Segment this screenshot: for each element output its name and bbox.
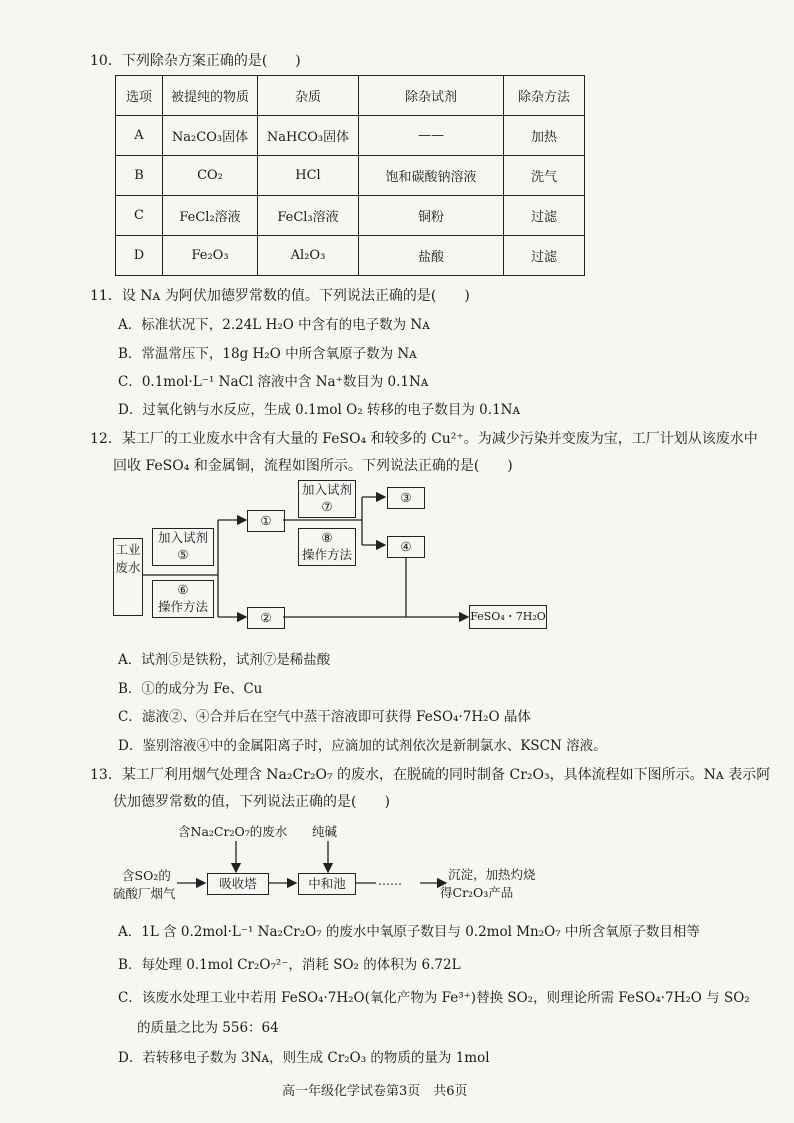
table-cell: NaHCO₃固体 [258,116,359,156]
table-header: 选项 [116,76,163,116]
q12-option-b: B．①的成分为 Fe、Cu [118,681,263,697]
reagent-7-label: 加入试剂 [301,482,352,497]
q12-option-a: A．试剂⑤是铁粉，试剂⑦是稀盐酸 [118,652,331,668]
table-cell: C [116,196,163,236]
table-cell: CO₂ [163,156,258,196]
reagent-5-number: ⑤ [177,547,189,562]
neutralization-pool-box: 中和池 [298,873,356,895]
node-4: ④ [387,536,425,558]
operation-6-label: 操作方法 [157,599,208,614]
question-12-stem-line1: 12．某工厂的工业废水中含有大量的 FeSO₄ 和较多的 Cu²⁺。为减少污染并变废为宝，工厂计划从该废水中 [90,431,758,447]
table-cell: 铜粉 [359,196,504,236]
table-cell: Fe₂O₃ [163,236,258,276]
q13-option-b: B．每处理 0.1mol Cr₂O₇²⁻，消耗 SO₂ 的体积为 6.72L [118,957,461,973]
table-cell: D [116,236,163,276]
node-1: ① [247,510,285,532]
table-header: 杂质 [258,76,359,116]
table-cell: FeCl₂溶液 [163,196,258,236]
input-flue-gas-line2: 硫酸厂烟气 [113,886,176,901]
table-header: 除杂方法 [504,76,585,116]
q11-option-c: C．0.1mol·L⁻¹ NaCl 溶液中含 Na⁺数目为 0.1Nᴀ [118,374,429,390]
question-13-stem-line1: 13．某工厂利用烟气处理含 Na₂Cr₂O₇ 的废水，在脱硫的同时制备 Cr₂O₃，具体流程如下图所示。Nᴀ 表示阿 [90,767,771,783]
table-header: 被提纯的物质 [163,76,258,116]
table-cell: 盐酸 [359,236,504,276]
operation-8-label: 操作方法 [301,547,352,562]
question-12-stem-line2: 回收 FeSO₄ 和金属铜，流程如图所示。下列说法正确的是( ) [113,458,513,474]
question-10-stem: 10．下列除杂方案正确的是( ) [90,53,301,69]
question-11-stem: 11．设 Nᴀ 为阿伏加德罗常数的值。下列说法正确的是( ) [90,288,470,304]
q13-option-a: A．1L 含 0.2mol·L⁻¹ Na₂Cr₂O₇ 的废水中氧原子数目与 0.2mol Mn₂O₇ 中所含氧原子数目相等 [118,924,700,940]
q13-option-c-cont: 的质量之比为 556：64 [137,1020,279,1036]
table-cell: Al₂O₃ [258,236,359,276]
page-footer: 高一年级化学试卷第3页 共6页 [282,1084,468,1099]
node-2: ② [247,607,285,629]
input-dichromate-wastewater: 含Na₂Cr₂O₇的废水 [178,824,288,839]
table-cell: —— [359,116,504,156]
output-line1: 沉淀，加热灼烧 [448,867,536,882]
table-cell: B [116,156,163,196]
input-flue-gas-line1: 含SO₂的 [122,868,171,883]
node-3: ③ [387,487,425,509]
reagent-7-number: ⑦ [321,499,333,514]
question-13-stem-line2: 伏加德罗常数的值，下列说法正确的是( ) [113,794,390,810]
input-soda-ash: 纯碱 [312,824,338,839]
product-ferrous-sulfate: FeSO₄・7H₂O [469,605,547,629]
reagent-5-label: 加入试剂 [157,530,208,545]
q13-option-c: C．该废水处理工业中若用 FeSO₄·7H₂O(氧化产物为 Fe³⁺)替换 SO₂，则理论所需 FeSO₄·7H₂O 与 SO₂ [118,990,750,1006]
table-cell: 洗气 [504,156,585,196]
table-cell: HCl [258,156,359,196]
table-cell: Na₂CO₃固体 [163,116,258,156]
q13-option-d: D．若转移电子数为 3Nᴀ，则生成 Cr₂O₃ 的物质的量为 1mol [118,1050,490,1066]
q11-option-a: A．标准状况下，2.24L H₂O 中含有的电子数为 Nᴀ [118,317,430,333]
absorption-tower-box: 吸收塔 [207,873,269,895]
table-cell: A [116,116,163,156]
q12-option-c: C．滤液②、④合并后在空气中蒸干溶液即可获得 FeSO₄·7H₂O 晶体 [118,709,531,725]
output-line2: 得Cr₂O₃产品 [440,885,514,900]
table-cell: 饱和碳酸钠溶液 [359,156,504,196]
table-cell: FeCl₃溶液 [258,196,359,236]
table-cell: 过滤 [504,196,585,236]
table-cell: 加热 [504,116,585,156]
q11-option-b: B．常温常压下，18g H₂O 中所含氧原子数为 Nᴀ [118,346,417,362]
q11-option-d: D．过氧化钠与水反应，生成 0.1mol O₂ 转移的电子数目为 0.1Nᴀ [118,402,521,418]
q12-option-d: D．鉴别溶液④中的金属阳离子时，应滴加的试剂依次是新制氯水、KSCN 溶液。 [118,738,607,754]
source-industrial-wastewater: 工业废水 [113,538,143,616]
flow-ellipsis: …… [378,874,402,888]
table-header: 除杂试剂 [359,76,504,116]
operation-6-number: ⑥ [177,582,189,597]
table-cell: 过滤 [504,236,585,276]
operation-8-number: ⑧ [321,530,333,545]
